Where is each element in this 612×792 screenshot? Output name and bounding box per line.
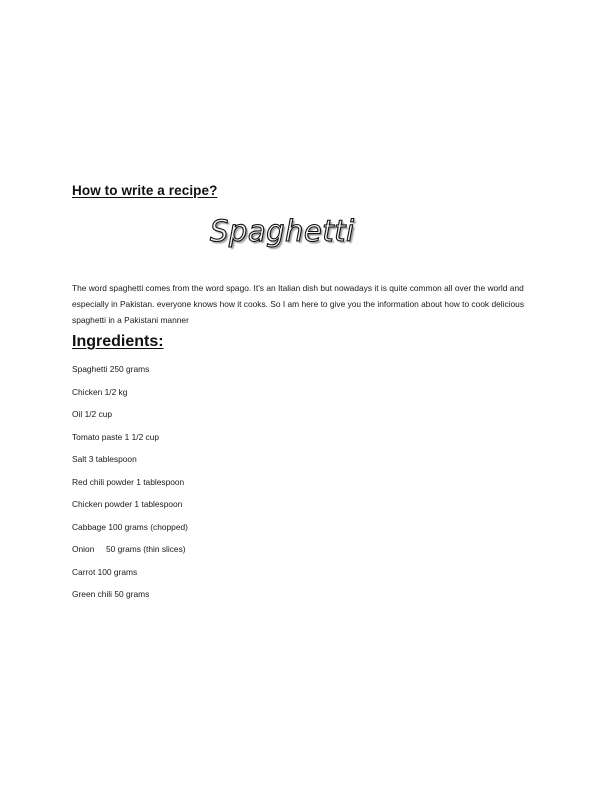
ingredient-item: Salt 3 tablespoon [72,454,137,464]
ingredient-item: Green chili 50 grams [72,589,150,599]
recipe-title: Spaghetti [210,214,355,248]
ingredient-item: Carrot 100 grams [72,566,138,577]
ingredients-list [72,363,188,611]
ingredient-item: Red chili powder 1 tablespoon [72,476,185,487]
intro-paragraph: The word spaghetti comes from the word spago. It's an Italian dish but nowadays it is quite common all over the world and especially in Pakistan. everyone knows how it cooks. So I am here to give you the information about how to cook delicious spaghetti in a Pakistani manner [72,283,525,325]
ingredient-item: Tomato paste 1 1/2 cup [72,431,160,442]
ingredient-item: Spaghetti 250 grams [72,364,150,374]
ingredient-item: Onion 50 grams (thin slices) [72,544,186,554]
ingredients-heading: Ingredients: [72,333,164,350]
ingredient-item: Cabbage 100 grams (chopped) [72,521,188,532]
ingredient-item: Chicken powder 1 tablespoon [72,499,183,509]
ingredient-item: Chicken 1/2 kg [72,386,128,397]
page-heading: How to write a recipe? [72,183,218,198]
ingredient-item: Oil 1/2 cup [72,409,113,419]
